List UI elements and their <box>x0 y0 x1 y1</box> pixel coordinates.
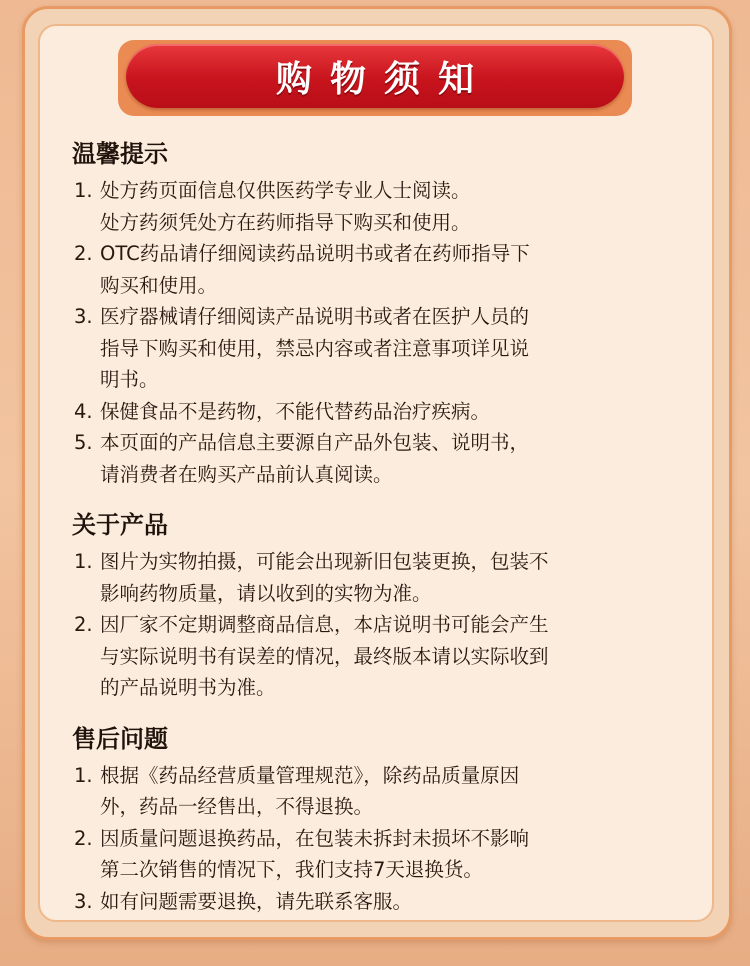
item-number: 2. <box>74 242 93 265</box>
list-item <box>72 609 684 704</box>
item-text: 指导下购买和使用，禁忌内容或者注意事项详见说 <box>100 336 530 360</box>
item-text: 保健食品不是药物，不能代替药品治疗疾病。 <box>100 399 491 423</box>
list-item <box>72 396 684 428</box>
section-tips <box>72 133 684 490</box>
item-text: 外，药品一经售出，不得退换。 <box>100 795 374 818</box>
item-number: 1. <box>74 550 93 573</box>
section-about-product <box>72 504 684 704</box>
item-number: 3. <box>74 889 93 913</box>
item-number: 5. <box>74 431 93 454</box>
item-text: 图片为实物拍摄，可能会出现新旧包装更换，包装不 <box>100 550 549 573</box>
item-text: 本页面的产品信息主要源自产品外包装、说明书， <box>100 431 530 454</box>
section-title: 售后问题 <box>72 724 168 753</box>
item-text: OTC药品请仔细阅读药品说明书或者在药师指导下 <box>100 242 530 265</box>
notice-content <box>72 133 684 917</box>
list-item <box>72 546 684 609</box>
list-item <box>72 238 684 301</box>
list-item <box>72 175 684 238</box>
item-text: 与实际说明书有误差的情况，最终版本请以实际收到 <box>100 644 549 668</box>
item-number: 4. <box>74 399 93 423</box>
section-title: 关于产品 <box>72 511 168 539</box>
item-number: 1. <box>74 179 93 202</box>
list-item <box>72 427 684 490</box>
item-text: 第二次销售的情况下，我们支持7天退换货。 <box>100 858 483 881</box>
item-text: 因厂家不定期调整商品信息，本店说明书可能会产生 <box>100 613 549 636</box>
list-item <box>72 760 684 823</box>
item-number: 2. <box>74 826 93 850</box>
list-item <box>72 301 684 396</box>
section-title: 温馨提示 <box>72 140 168 168</box>
item-text: 的产品说明书为准。 <box>100 676 276 699</box>
item-text: 因质量问题退换药品，在包装未拆封未损坏不影响 <box>100 826 530 850</box>
item-text: 医疗器械请仔细阅读产品说明书或者在医护人员的 <box>100 305 530 328</box>
item-text: 请消费者在购买产品前认真阅读。 <box>100 462 393 486</box>
item-number: 3. <box>74 305 93 328</box>
title-banner <box>126 44 624 108</box>
item-text: 购买和使用。 <box>100 273 218 297</box>
item-number: 2. <box>74 613 93 636</box>
item-text: 如有问题需要退换，请先联系客服。 <box>100 889 413 913</box>
list-item <box>72 886 684 918</box>
item-text: 根据《药品经营质量管理规范》，除药品质量原因 <box>100 763 520 787</box>
item-text: 影响药物质量，请以收到的实物为准。 <box>100 581 432 605</box>
item-number: 1. <box>74 763 93 787</box>
banner-title: 购物须知 <box>275 57 492 100</box>
section-after-sales <box>72 718 684 918</box>
item-text: 明书。 <box>100 368 159 391</box>
item-text: 处方药须凭处方在药师指导下购买和使用。 <box>100 210 471 234</box>
item-text: 处方药页面信息仅供医药学专业人士阅读。 <box>100 179 471 202</box>
list-item <box>72 823 684 886</box>
